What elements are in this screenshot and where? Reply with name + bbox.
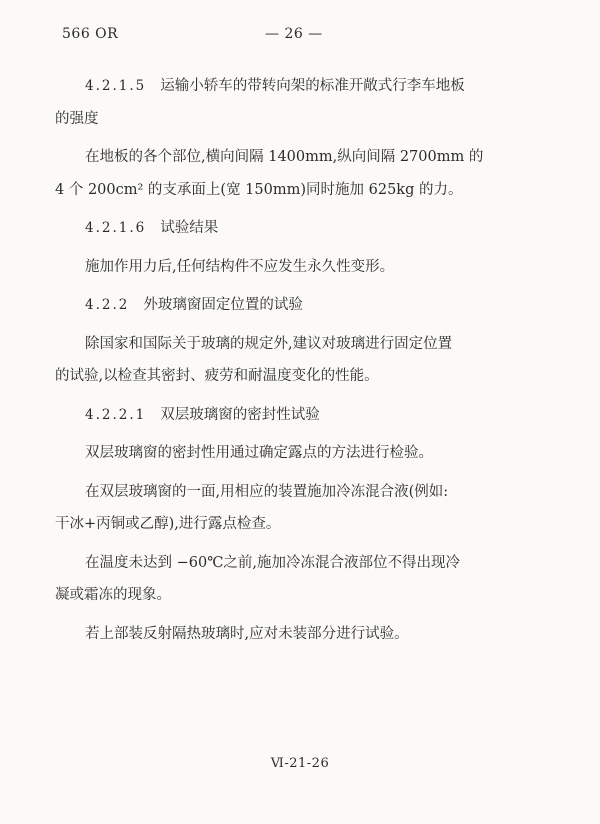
paragraph-line: 若上部装反射隔热玻璃时,应对未装部分进行试验。 [85,625,409,642]
paragraph-result [55,251,542,284]
section-heading [55,289,542,322]
section-heading [55,212,542,245]
section-4-2-2 [55,289,542,322]
section-heading [55,399,542,432]
paragraph-line: 在温度未达到 −60℃之前,施加冷冻混合液部位不得出现冷 [85,554,461,571]
paragraph-line: 施加作用力后,任何结构件不应发生永久性变形。 [85,258,395,275]
page-header [60,26,540,46]
paragraph-line: 双层玻璃窗的密封性用通过确定露点的方法进行检验。 [85,445,433,461]
section-number: 4.2.1.6 [85,220,147,236]
paragraph-line: 除国家和国际关于玻璃的规定外,建议对玻璃进行固定位置 [85,335,453,352]
paragraph-line: 在双层玻璃窗的一面,用相应的装置施加冷冻混合液(例如: [85,483,449,500]
page-footer: Ⅵ-21-26 [270,756,330,771]
paragraph-line: 凝或霜冻的现象。 [55,587,171,603]
paragraph-line: 4 个 200cm² 的支承面上(宽 150mm)同时施加 625kg 的力。 [55,181,463,198]
paragraph-freezing-mixture [55,476,542,541]
section-heading [55,70,542,103]
section-number: 4.2.1.5 [85,78,147,94]
paragraph-load-test [55,141,542,206]
document-body [55,70,542,656]
paragraph-line: 干冰+丙铜或乙醇),进行露点检查。 [55,516,281,532]
paragraph-reflective-glass [55,618,542,651]
page-number: — 26 — [265,26,323,42]
section-4-2-2-1 [55,399,542,432]
section-title: 试验结果 [160,220,219,236]
section-title: 双层玻璃窗的密封性试验 [160,406,320,423]
paragraph-glass-fixing [55,328,542,393]
section-number: 4.2.2.1 [85,406,147,423]
paragraph-temperature [55,547,542,612]
section-title: 外玻璃窗固定位置的试验 [143,297,303,313]
section-title: 运输小轿车的带转向架的标准开敞式行李车地板 [160,78,465,94]
document-id: 566 OR [62,26,119,42]
paragraph-line: 的试验,以检查其密封、疲劳和耐温度变化的性能。 [55,368,379,384]
section-4-2-1-6 [55,212,542,245]
paragraph-dew-point-method [55,437,542,470]
section-title-continuation: 的强度 [55,110,99,127]
section-number: 4.2.2 [85,297,130,313]
section-4-2-1-5 [55,70,542,135]
paragraph-line: 在地板的各个部位,横向间隔 1400mm,纵向间隔 2700mm 的 [85,149,484,165]
